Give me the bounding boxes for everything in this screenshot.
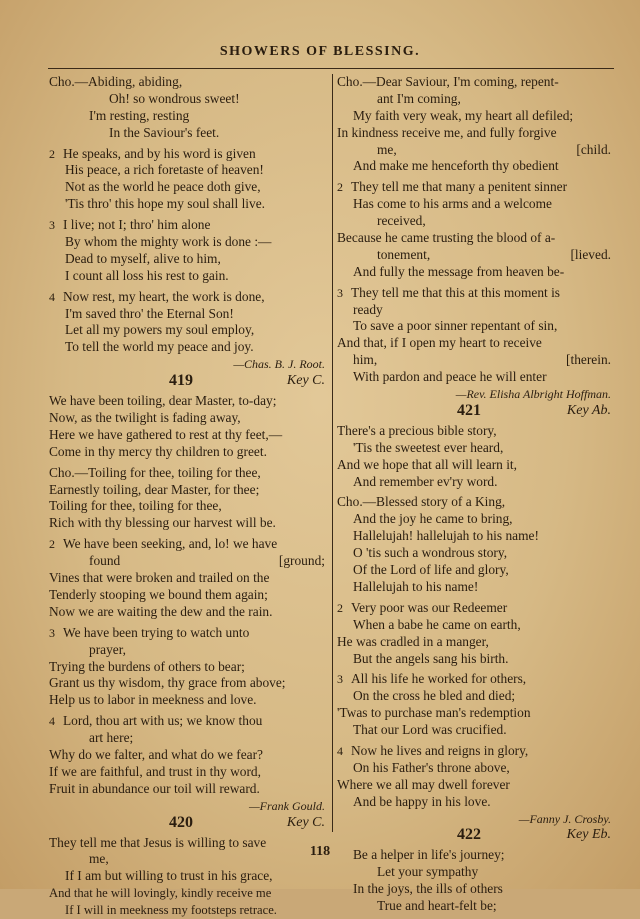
verse-line: Help us to labor in meekness and love.	[49, 692, 257, 708]
verse-line: That our Lord was crucified.	[353, 722, 507, 738]
verse-line: [therein.	[566, 352, 611, 368]
verse-number: 4	[49, 714, 55, 729]
verse-number: 4	[49, 289, 55, 304]
verse-line: We have been seeking, and, lo! we have	[63, 536, 278, 552]
verse-line: He speaks, and by his word is given	[63, 145, 256, 161]
verse-line: Come in thy mercy thy children to greet.	[49, 443, 267, 459]
author-credit: —Frank Gould.	[249, 798, 325, 813]
verse-line: There's a precious bible story,	[337, 422, 497, 438]
verse-line: We have been trying to watch unto	[63, 624, 250, 640]
verse-line: him,	[353, 352, 378, 368]
author-credit: —Fanny J. Crosby.	[518, 811, 611, 826]
verse-line: Where we all may dwell forever	[337, 776, 510, 792]
verse-line: On the cross he bled and died;	[353, 688, 516, 704]
verse-line: With pardon and peace he will enter	[353, 369, 547, 385]
chorus-line: me,	[377, 141, 397, 157]
author-credit: —Rev. Elisha Albright Hoffman.	[455, 387, 611, 402]
verse-line: If I am but willing to trust in his grace,	[65, 868, 273, 884]
page-header: SHOWERS OF BLESSING.	[219, 44, 421, 59]
header-rule	[48, 68, 614, 69]
verse-line: They tell me that many a penitent sinner	[351, 179, 568, 195]
left-column	[49, 74, 329, 919]
verse-number: 3	[337, 285, 343, 300]
verse-line: To tell the world my peace and joy.	[65, 339, 254, 355]
column-divider	[332, 74, 333, 832]
verse-line: Trying the burdens of others to bear;	[49, 658, 245, 674]
chorus-line: I'm resting, resting	[89, 107, 190, 123]
verse-line: tonement,	[377, 246, 431, 262]
verse-line: Fruit in abundance our toil will reward.	[49, 780, 260, 796]
verse-line: 'Twas to purchase man's redemption	[337, 705, 531, 721]
verse-line: 'Tis the sweetest ever heard,	[353, 439, 504, 455]
verse-line: Let all my powers my soul employ,	[65, 322, 255, 338]
verse-line: Now, as the twilight is fading away,	[49, 410, 241, 426]
verse-line: I count all loss his rest to gain.	[65, 267, 229, 283]
verse-line: Why do we falter, and what do we fear?	[49, 746, 263, 762]
verse-line: Lord, thou art with us; we know thou	[63, 713, 263, 729]
verse-line: Not as the world he peace doth give,	[65, 179, 261, 195]
verse-line: prayer,	[89, 641, 127, 657]
chorus-line: Hallelujah to his name!	[353, 578, 479, 594]
chorus-line: Cho.—Abiding, abiding,	[49, 74, 183, 89]
verse-line: And we hope that all will learn it,	[337, 456, 517, 472]
chorus-line: In kindness receive me, and fully forgive	[337, 124, 557, 140]
verse-number: 2	[337, 180, 343, 195]
verse-line: In the joys, the ills of others	[353, 881, 503, 897]
verse-number: 2	[49, 146, 55, 161]
verse-line: And fully the message from heaven be-	[353, 263, 565, 279]
chorus-line: Cho.—Dear Saviour, I'm coming, repent-	[337, 74, 559, 89]
verse-line: Very poor was our Redeemer	[351, 599, 508, 615]
chorus-line: Cho.—Toiling for thee, toiling for thee,	[49, 464, 261, 480]
page-number: 118	[309, 844, 331, 859]
verse-line: Grant us thy wisdom, thy grace from above;	[49, 675, 286, 691]
verse-line: His peace, a rich foretaste of heaven!	[65, 162, 264, 178]
verse-line: And that, if I open my heart to receive	[337, 335, 542, 351]
verse-number: 3	[49, 218, 55, 233]
verse-number: 2	[337, 600, 343, 615]
verse-line: Now we are waiting the dew and the rain.	[49, 603, 273, 619]
verse-line: Now he lives and reigns in glory,	[351, 742, 529, 758]
verse-line: But the angels sang his birth.	[353, 650, 509, 666]
verse-line: They tell me that this at this moment is	[351, 284, 561, 300]
verse-line: [lieved.	[570, 246, 611, 262]
hymn-heading	[337, 403, 615, 423]
chorus-line: Of the Lord of life and glory,	[353, 562, 509, 578]
verse-line: All his life he worked for others,	[351, 671, 527, 687]
verse-line: [ground;	[278, 553, 325, 569]
hymn-number: 422	[457, 826, 481, 844]
chorus-line: Earnestly toiling, dear Master, for thee;	[49, 481, 260, 497]
verse-line: Has come to his arms and a welcome	[353, 196, 552, 212]
verse-line: Here we have gathered to rest at thy feet,—	[49, 426, 283, 442]
chorus-line: And make me henceforth thy obedient	[353, 158, 559, 174]
verse-number: 3	[49, 625, 55, 640]
hymn-number: 420	[169, 813, 193, 831]
chorus-line: Oh! so wondrous sweet!	[109, 90, 240, 106]
verse-line: He was cradled in a manger,	[337, 633, 489, 649]
hymn-key: Key Eb.	[566, 827, 611, 843]
verse-line: Vines that were broken and trailed on the	[49, 570, 270, 586]
chorus-line: And the joy he came to bring,	[353, 511, 513, 527]
verse-line: found	[89, 553, 121, 569]
verse-line: art here;	[89, 730, 134, 746]
chorus-line: In the Saviour's feet.	[109, 124, 220, 140]
chorus-line: Hallelujah! hallelujah to his name!	[353, 528, 539, 544]
chorus-line: Cho.—Blessed story of a King,	[337, 494, 506, 510]
chorus-line: My faith very weak, my heart all defiled;	[353, 107, 574, 123]
verse-line: By whom the mighty work is done :—	[65, 234, 272, 250]
verse-number: 4	[337, 743, 343, 758]
verse-line: me,	[89, 851, 109, 867]
hymn-heading	[49, 373, 329, 393]
verse-number: 3	[337, 672, 343, 687]
verse-line: When a babe he came on earth,	[353, 616, 521, 632]
verse-line: On his Father's throne above,	[353, 759, 510, 775]
right-column	[337, 74, 615, 915]
hymn-key: Key Ab.	[566, 402, 611, 418]
chorus-line: [child.	[576, 141, 611, 157]
verse-line: If I will in meekness my footsteps retrace.	[65, 903, 277, 918]
verse-line: ready	[353, 301, 383, 317]
hymn-number: 419	[169, 372, 193, 390]
verse-line: Be a helper in life's journey;	[353, 847, 505, 863]
verse-line: And be happy in his love.	[353, 793, 491, 809]
verse-line: Now rest, my heart, the work is done,	[63, 288, 265, 304]
chorus-line: O 'tis such a wondrous story,	[353, 545, 508, 561]
verse-line: I'm saved thro' the Eternal Son!	[65, 305, 234, 321]
verse-line: received,	[377, 213, 426, 229]
hymn-number: 421	[457, 401, 481, 419]
verse-line: True and heart-felt be;	[377, 898, 497, 914]
verse-line: Dead to myself, alive to him,	[65, 250, 221, 266]
verse-line: Let your sympathy	[377, 864, 479, 880]
verse-line: And remember ev'ry word.	[353, 473, 498, 489]
chorus-line: Rich with thy blessing our harvest will be.	[49, 515, 276, 531]
author-credit: —Chas. B. J. Root.	[233, 357, 325, 372]
verse-line: And that he will lovingly, kindly receive me	[49, 886, 272, 901]
verse-number: 2	[49, 537, 55, 552]
chorus-line: Toiling for thee, toiling for thee,	[49, 498, 222, 514]
verse-line: If we are faithful, and trust in thy word,	[49, 763, 261, 779]
chorus-line: ant I'm coming,	[377, 90, 461, 106]
verse-line: We have been toiling, dear Master, to-day;	[49, 393, 277, 409]
verse-line: To save a poor sinner repentant of sin,	[353, 318, 558, 334]
verse-line: Tenderly stooping we bound them again;	[49, 586, 268, 602]
verse-line: 'Tis thro' this hope my soul shall live.	[65, 196, 265, 212]
verse-line: Because he came trusting the blood of a-	[337, 230, 556, 246]
hymn-key: Key C.	[286, 814, 325, 830]
hymn-heading	[49, 815, 329, 835]
hymn-key: Key C.	[286, 373, 325, 389]
verse-line: I live; not I; thro' him alone	[63, 217, 211, 233]
verse-line: They tell me that Jesus is willing to save	[49, 834, 267, 850]
